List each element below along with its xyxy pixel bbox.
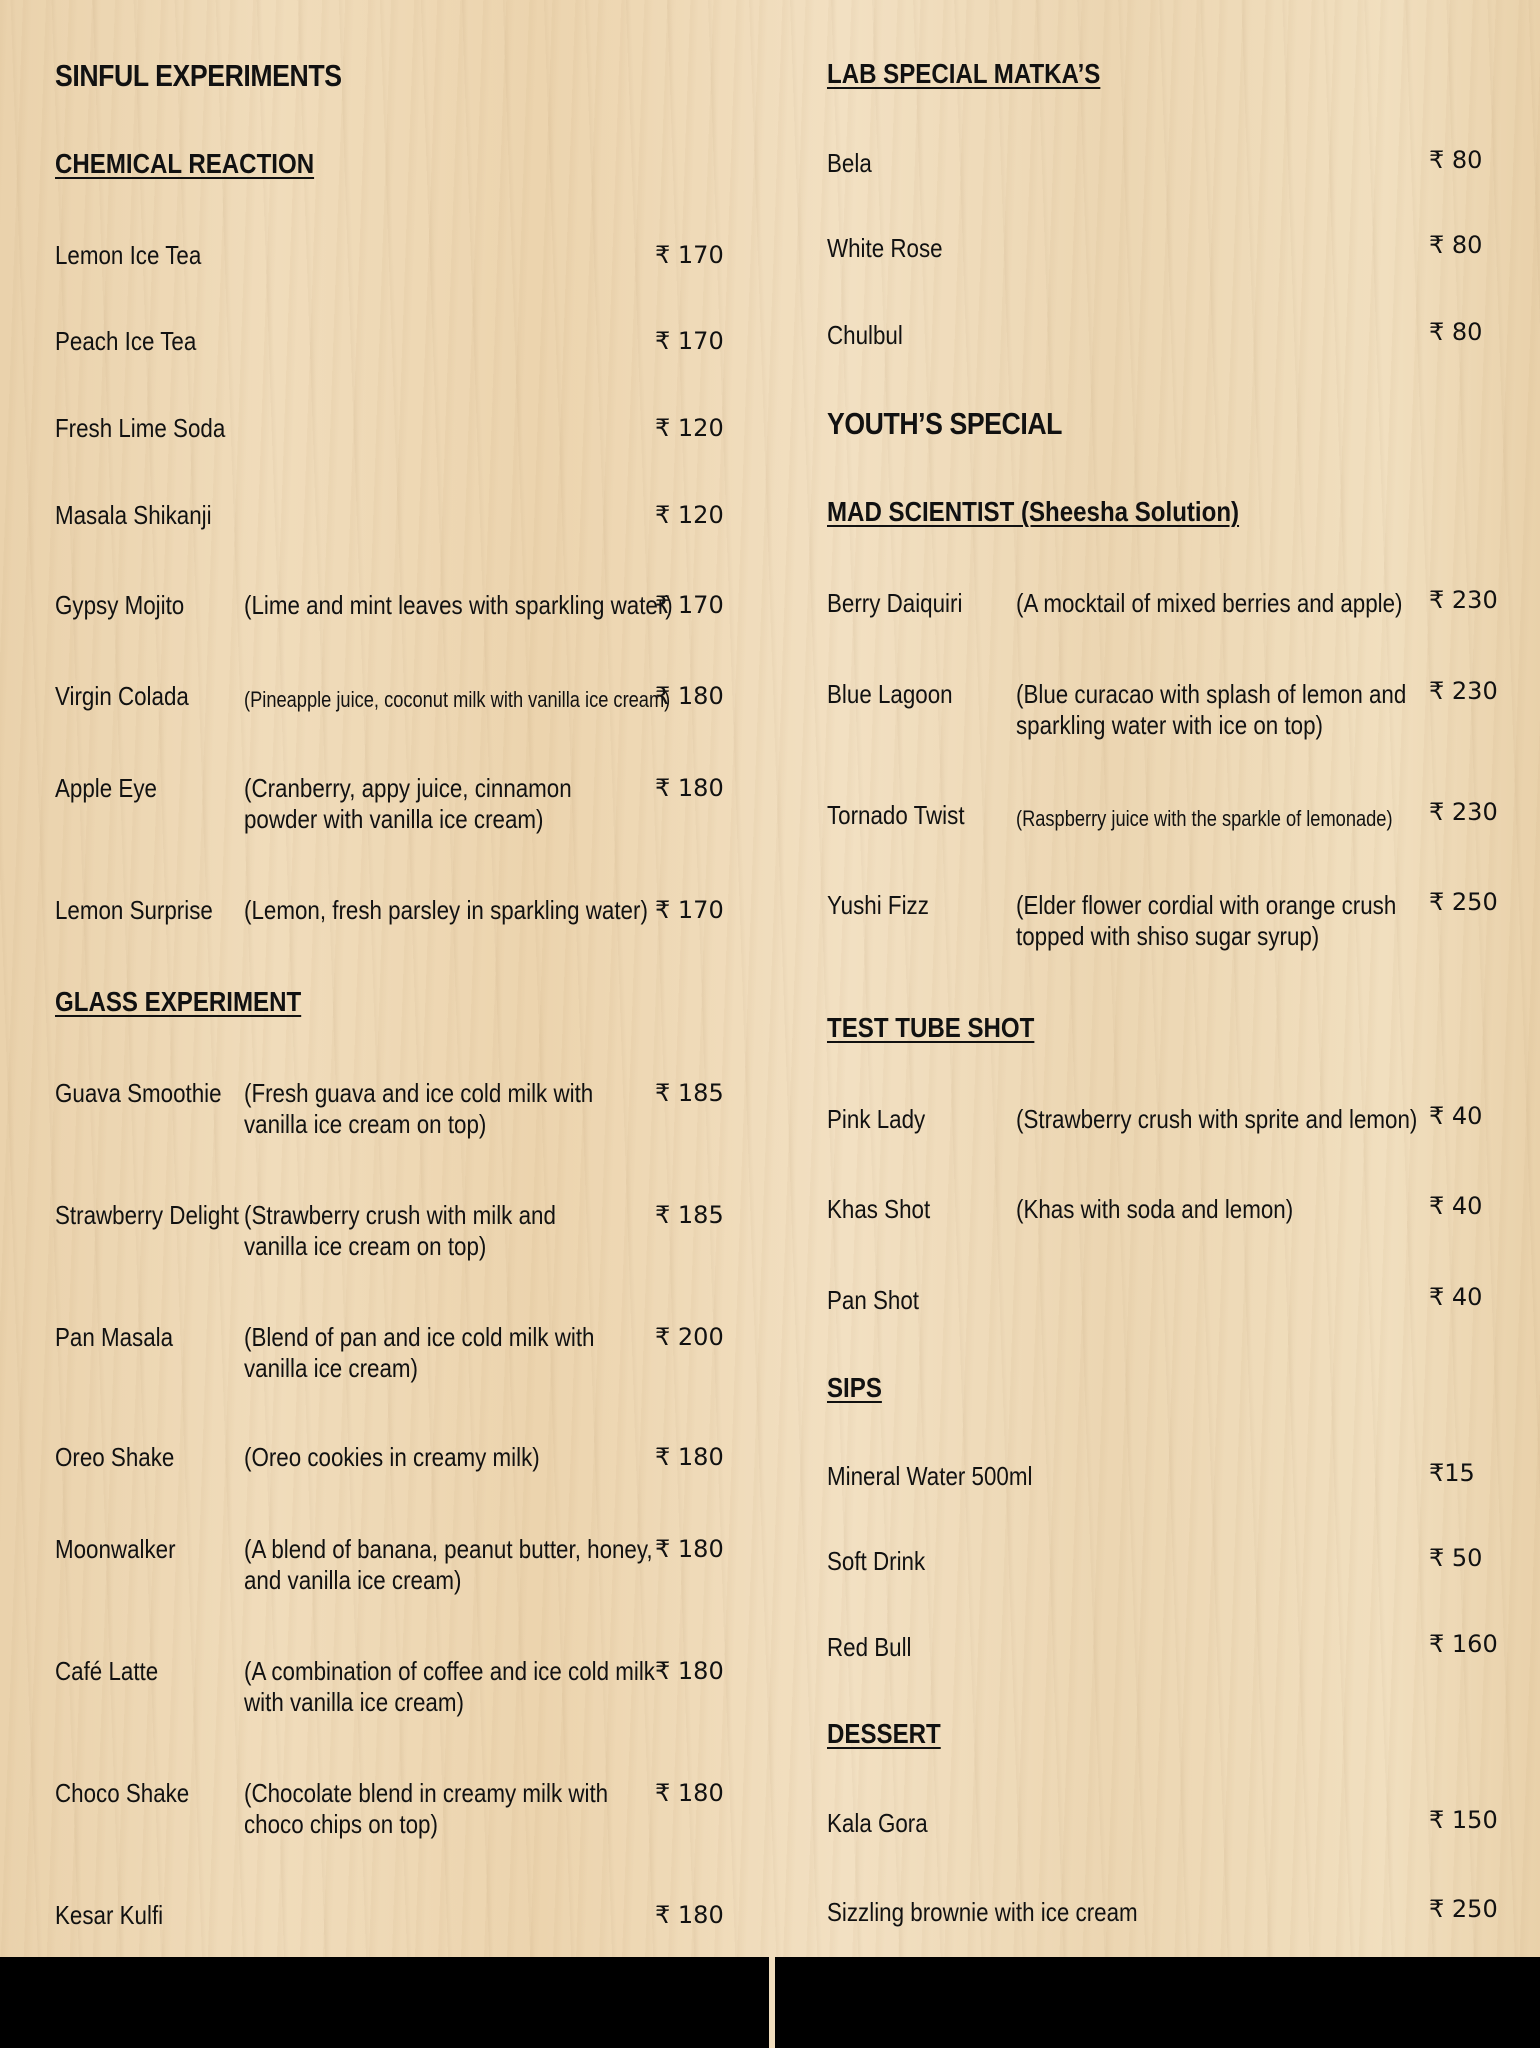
item-description: (Lime and mint leaves with sparkling water)	[244, 590, 673, 620]
item-price: ₹ 180	[655, 774, 724, 802]
item-price: ₹ 80	[1429, 146, 1483, 174]
item-price: ₹ 250	[1429, 1895, 1498, 1923]
item-price: ₹ 180	[655, 1657, 724, 1685]
item-name: Peach Ice Tea	[55, 326, 197, 356]
item-description: (Strawberry crush with sprite and lemon)	[1016, 1104, 1418, 1134]
item-name: Strawberry Delight	[55, 1200, 239, 1230]
item-description: (Pineapple juice, coconut milk with vanilla ice cream)	[244, 687, 671, 712]
item-name: Lemon Ice Tea	[55, 240, 202, 270]
item-price: ₹ 120	[655, 414, 724, 442]
item-price: ₹ 80	[1429, 318, 1483, 346]
category-heading-glass-experiment: GLASS EXPERIMENT	[55, 986, 302, 1017]
item-description: (A mocktail of mixed berries and apple)	[1016, 588, 1403, 618]
item-name: Choco Shake	[55, 1778, 190, 1808]
footer-band-right	[775, 1957, 1540, 2048]
item-name: Fresh Lime Soda	[55, 413, 226, 443]
item-price: ₹ 80	[1429, 231, 1483, 259]
item-price: ₹ 180	[655, 1535, 724, 1563]
item-name: Kala Gora	[827, 1808, 928, 1838]
item-name: Virgin Colada	[55, 681, 189, 711]
item-description: (Oreo cookies in creamy milk)	[244, 1442, 540, 1472]
item-description: (Strawberry crush with milk and vanilla ice cream on top)	[244, 1200, 556, 1261]
item-price: ₹ 160	[1429, 1630, 1498, 1658]
item-price: ₹ 185	[655, 1201, 724, 1229]
item-name: Red Bull	[827, 1632, 912, 1662]
item-price: ₹ 230	[1429, 798, 1498, 826]
item-name: Café Latte	[55, 1656, 159, 1686]
category-heading-sips: SIPS	[827, 1372, 882, 1403]
item-name: Yushi Fizz	[827, 890, 929, 920]
item-name: Blue Lagoon	[827, 679, 953, 709]
item-price: ₹ 180	[655, 1901, 724, 1929]
item-price: ₹ 250	[1429, 888, 1498, 916]
item-price: ₹ 40	[1429, 1192, 1483, 1220]
item-name: Soft Drink	[827, 1546, 926, 1576]
item-price: ₹ 40	[1429, 1283, 1483, 1311]
item-price: ₹ 170	[655, 241, 724, 269]
item-name: Gypsy Mojito	[55, 590, 185, 620]
category-heading-test-tube-shot: TEST TUBE SHOT	[827, 1012, 1035, 1043]
item-description: (Khas with soda and lemon)	[1016, 1194, 1294, 1224]
item-name: Tornado Twist	[827, 800, 965, 830]
item-price: ₹ 200	[655, 1323, 724, 1351]
item-name: Lemon Surprise	[55, 895, 213, 925]
item-description: (A blend of banana, peanut butter, honey, and vanilla ice cream)	[244, 1534, 653, 1595]
item-name: Sizzling brownie with ice cream	[827, 1897, 1138, 1927]
item-name: Pan Masala	[55, 1322, 174, 1352]
item-description: (Blue curacao with splash of lemon and sparkling water with ice on top)	[1016, 679, 1407, 740]
footer-band-left	[0, 1957, 769, 2048]
item-price: ₹ 50	[1429, 1544, 1483, 1572]
item-price: ₹ 230	[1429, 586, 1498, 614]
category-heading-lab-special-matkas: LAB SPECIAL MATKA’S	[827, 58, 1101, 89]
item-price: ₹ 180	[655, 682, 724, 710]
item-price: ₹ 170	[655, 327, 724, 355]
item-name: Berry Daiquiri	[827, 588, 963, 618]
item-description: (Blend of pan and ice cold milk with vanilla ice cream)	[244, 1322, 595, 1383]
item-price: ₹15	[1429, 1459, 1475, 1487]
item-price: ₹ 230	[1429, 677, 1498, 705]
section-title-youths-special: YOUTH’S SPECIAL	[827, 406, 1063, 441]
item-price: ₹ 180	[655, 1779, 724, 1807]
item-description: (Fresh guava and ice cold milk with vanilla ice cream on top)	[244, 1078, 594, 1139]
item-description: (Cranberry, appy juice, cinnamon powder with vanilla ice cream)	[244, 773, 572, 834]
item-price: ₹ 185	[655, 1079, 724, 1107]
item-price: ₹ 150	[1429, 1806, 1498, 1834]
item-name: Masala Shikanji	[55, 500, 212, 530]
item-name: Khas Shot	[827, 1194, 931, 1224]
item-description: (Raspberry juice with the sparkle of lemonade)	[1016, 806, 1393, 831]
item-price: ₹ 170	[655, 896, 724, 924]
item-price: ₹ 120	[655, 501, 724, 529]
item-description: (Lemon, fresh parsley in sparkling water)	[244, 895, 648, 925]
item-name: Apple Eye	[55, 773, 157, 803]
item-name: Kesar Kulfi	[55, 1900, 164, 1930]
item-name: Bela	[827, 148, 872, 178]
item-name: Chulbul	[827, 320, 903, 350]
item-description: (Chocolate blend in creamy milk with choco chips on top)	[244, 1778, 609, 1839]
item-price: ₹ 170	[655, 591, 724, 619]
item-name: Pan Shot	[827, 1285, 920, 1315]
category-heading-dessert: DESSERT	[827, 1718, 941, 1749]
item-name: Pink Lady	[827, 1104, 926, 1134]
item-name: White Rose	[827, 233, 943, 263]
category-heading-mad-scientist: MAD SCIENTIST (Sheesha Solution)	[827, 496, 1240, 527]
item-price: ₹ 40	[1429, 1102, 1483, 1130]
item-price: ₹ 180	[655, 1443, 724, 1471]
item-description: (Elder flower cordial with orange crush topped with shiso sugar syrup)	[1016, 890, 1397, 951]
item-name: Mineral Water 500ml	[827, 1461, 1033, 1491]
item-name: Oreo Shake	[55, 1442, 175, 1472]
item-name: Guava Smoothie	[55, 1078, 222, 1108]
section-title-sinful-experiments: SINFUL EXPERIMENTS	[55, 58, 342, 93]
item-description: (A combination of coffee and ice cold milk with vanilla ice cream)	[244, 1656, 655, 1717]
item-name: Moonwalker	[55, 1534, 176, 1564]
category-heading-chemical-reaction: CHEMICAL REACTION	[55, 148, 315, 179]
